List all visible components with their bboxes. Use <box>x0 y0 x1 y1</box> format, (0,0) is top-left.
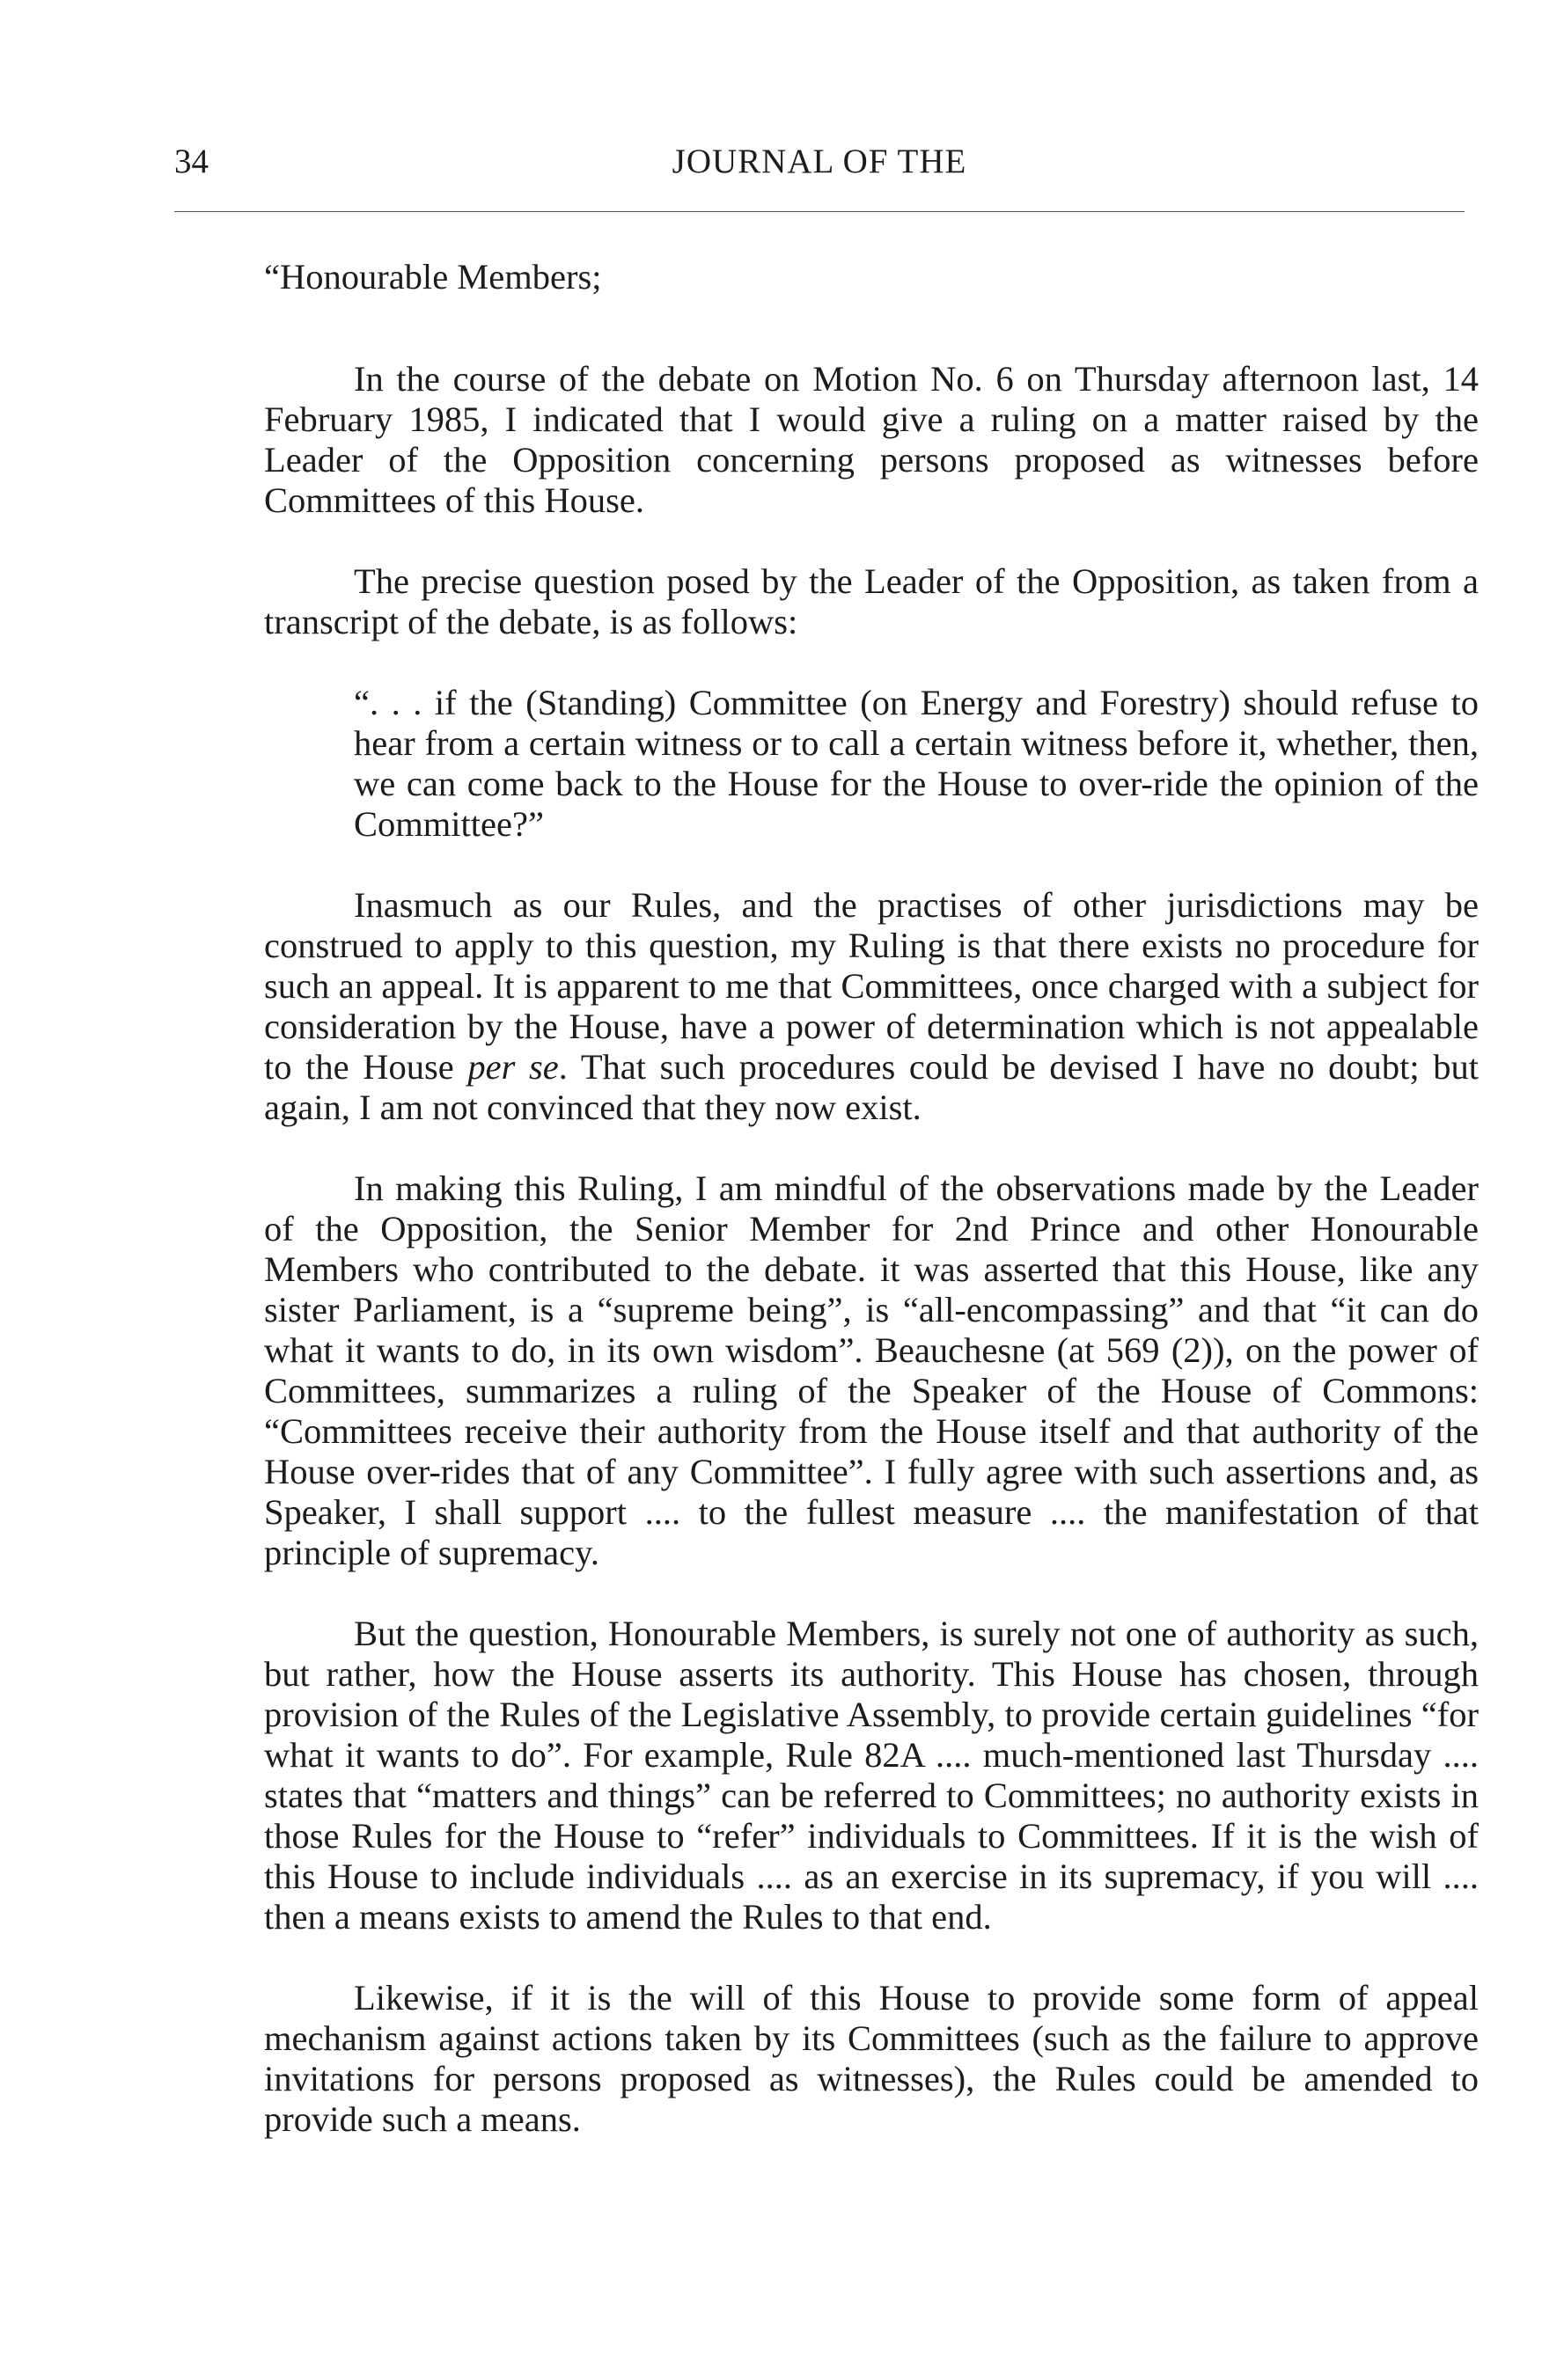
paragraph-debate-reference: In the course of the debate on Motion No. 6 on Thursday afternoon last, 14 February 1985, I indicated that I would give a ruling on a matter raised by the Leader of the Opposition concerning persons proposed as witnesses before Committees of this House. <box>264 359 1479 520</box>
paragraph-observations: In making this Ruling, I am mindful of the observations made by the Leader of the Opposition, the Senior Member for 2nd Prince and other Honourable Members who contributed to the debate. it was asserted that this House, like any sister Parliament, is a “supreme being”, is “all-encompassing” and that “it can do what it wants to do, in its own wisdom”. Beauchesne (at 569 (2)), on the power of Committees, summarizes a ruling of the Speaker of the House of Commons: “Committees receive their authority from the House itself and that authority of the House over-rides that of any Committee”. I fully agree with such assertions and, as Speaker, I shall support .... to the fullest measure .... the manifestation of that principle of supremacy. <box>264 1168 1479 1572</box>
ruling-text-end: . That such procedures could be devised I have no doubt; but again, I am not convinced that they now exist. <box>264 1047 1479 1127</box>
paragraph-appeal-mechanism: Likewise, if it is the will of this House to provide some form of appeal mechanism against actions taken by its Committees (such as the failure to approve invitations for persons proposed as witnesses), the Rules could be amended to provide such a means. <box>264 1978 1479 2139</box>
running-header <box>174 141 1465 183</box>
ruling-italic-term: per se <box>467 1047 559 1087</box>
ruling-text-start: Inasmuch as our Rules, and the practises of other jurisdictions may be construed to apply to this question, my Ruling is that there exists no procedure for such an appeal. It is apparent to me that Committees, once charged with a subject for consideration by the House, have a power of determination which is not appealable to the House <box>264 885 1479 1087</box>
paragraph-question-intro: The precise question posed by the Leader of the Opposition, as taken from a transcript of the debate, is as follows: <box>264 561 1479 641</box>
body-text <box>264 257 1479 2180</box>
salutation: “Honourable Members; <box>264 257 602 297</box>
page-number: 34 <box>174 143 209 180</box>
journal-title: JOURNAL OF THE <box>672 143 967 180</box>
paragraph-ruling <box>264 885 1479 1128</box>
header-rule <box>174 211 1465 212</box>
quoted-question: “. . . if the (Standing) Committee (on Energy and Forestry) should refuse to hear from a certain witness or to call a certain witness before it, whether, then, we can come back to the House for the House to over-ride the opinion of the Committee?” <box>354 683 1479 844</box>
paragraph-authority: But the question, Honourable Members, is surely not one of authority as such, but rather, how the House asserts its authority. This House has chosen, through provision of the Rules of the Legislative Assembly, to provide certain guidelines “for what it wants to do”. For example, Rule 82A .... much-mentioned last Thursday .... states that “matters and things” can be referred to Committees; no authority exists in those Rules for the House to “refer” individuals to Committees. If it is the wish of this House to include individuals .... as an exercise in its supremacy, if you will .... then a means exists to amend the Rules to that end. <box>264 1614 1479 1937</box>
